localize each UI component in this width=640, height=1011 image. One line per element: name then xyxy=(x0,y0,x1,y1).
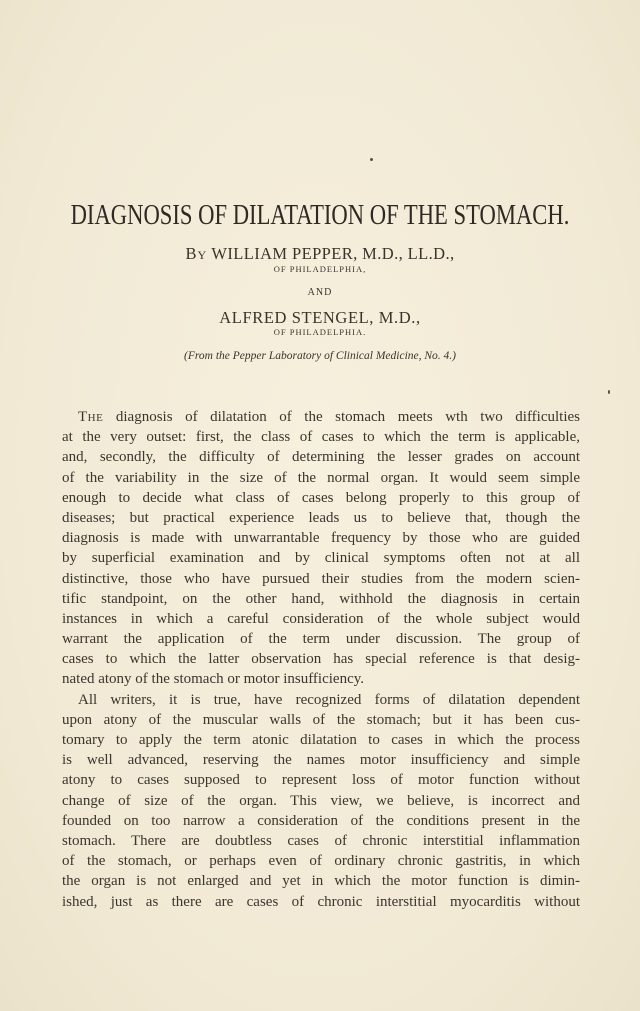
author-line-1 xyxy=(0,244,640,264)
text-line: upon atony of the muscular walls of the stomach; but it has been cus- xyxy=(62,711,580,728)
text-line: stomach. There are doubtless cases of chronic interstitial inflammation xyxy=(62,832,580,849)
text-line: change of size of the organ. This view, we believe, is incorrect and xyxy=(62,792,580,809)
text-line: diagnosis is made with unwarrantable frequency by those who are guided xyxy=(62,530,580,547)
text-line: nated atony of the stomach or motor insufficiency. xyxy=(62,671,364,688)
text-line: All writers, it is true, have recognized forms of dilatation dependent xyxy=(78,691,580,708)
text-line: tific standpoint, on the other hand, withhold the diagnosis in certain xyxy=(62,590,580,607)
paragraph-1 xyxy=(62,407,580,690)
lead-word: The xyxy=(78,409,104,425)
text-line: warrant the application of the term under discussion. The group of xyxy=(62,631,580,648)
author-1-name: WILLIAM PEPPER, M.D., LL.D., xyxy=(211,244,455,263)
text-line: founded on too narrow a consideration of the conditions present in the xyxy=(62,812,580,829)
text-line: by superficial examination and by clinical symptoms often not at all xyxy=(62,550,580,567)
text-line: is well advanced, reserving the names motor insufficiency and simple xyxy=(62,752,580,769)
text-line: the organ is not enlarged and yet in which the motor function is dimin- xyxy=(62,873,580,890)
text-line xyxy=(62,407,580,427)
text-line: ished, just as there are cases of chronic interstitial myocarditis without xyxy=(62,893,580,910)
text-line: and, secondly, the difficulty of determining the lesser grades on account xyxy=(62,449,580,466)
text-line: at the very outset: first, the class of cases to which the term is applicable, xyxy=(62,429,580,446)
text-line: cases to which the latter observation has special reference is that desig- xyxy=(62,651,580,668)
ink-speck xyxy=(370,158,373,161)
text-line: diseases; but practical experience leads us to believe that, though the xyxy=(62,509,580,526)
text-line: tomary to apply the term atonic dilatation to cases in which the process xyxy=(62,732,580,748)
author-2-name: ALFRED STENGEL, M.D., xyxy=(219,308,421,327)
text-line: of the variability in the size of the normal organ. It would seem simple xyxy=(62,469,580,486)
text-line: enough to decide what class of cases belong properly to this group of xyxy=(62,489,580,506)
author-1-affiliation: OF PHILADELPHIA, xyxy=(273,264,367,274)
by-label: By xyxy=(185,244,208,263)
line-text: diagnosis of dilatation of the stomach meets wth two difficulties xyxy=(103,409,580,425)
text-line: atony to cases supposed to represent loss of motor function without xyxy=(62,772,580,789)
and-separator: AND xyxy=(307,287,333,298)
text-line: instances in which a careful consideration of the whole subject would xyxy=(62,610,580,627)
author-2-affiliation: OF PHILADELPHIA. xyxy=(273,327,367,337)
ink-speck xyxy=(608,390,610,394)
text-line: of the stomach, or perhaps even of ordinary chronic gastritis, in which xyxy=(62,853,580,870)
text-line: distinctive, those who have pursued their studies from the modern scien- xyxy=(62,570,580,587)
provenance-note: (From the Pepper Laboratory of Clinical Medicine, No. 4.) xyxy=(183,350,457,362)
body-text xyxy=(62,407,580,912)
article-title: DIAGNOSIS OF DILATATION OF THE STOMACH. xyxy=(70,199,570,231)
paragraph-2 xyxy=(62,690,580,912)
